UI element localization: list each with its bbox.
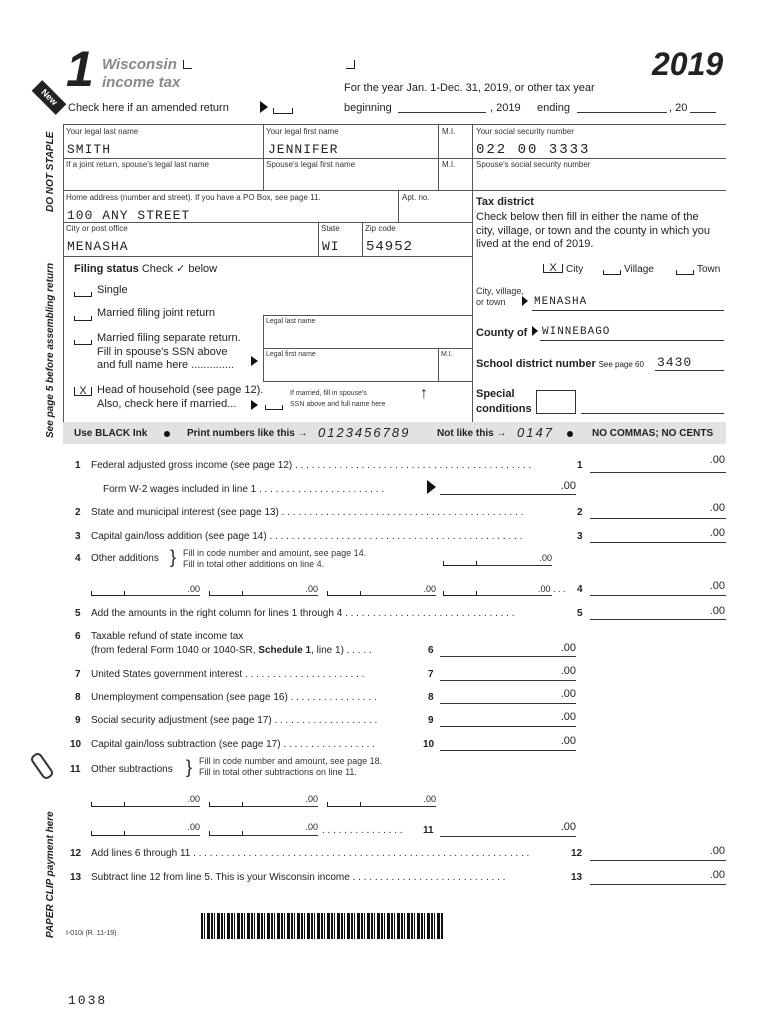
line9-field[interactable] <box>440 726 576 727</box>
period-end-input[interactable] <box>577 112 667 113</box>
line4-amount-input-a[interactable] <box>477 565 552 566</box>
line9-ref: 9 <box>428 715 434 726</box>
spouse-last-label: If a joint return, spouse's legal last name <box>66 160 209 169</box>
spouse-legal-first-field[interactable] <box>266 363 436 379</box>
county-arrow-icon <box>532 326 538 336</box>
line4-code-input-a[interactable] <box>443 561 477 566</box>
not-like-label: Not like this → <box>437 428 507 439</box>
period-begin-input[interactable] <box>398 112 486 113</box>
line13-ref: 13 <box>571 872 583 883</box>
bullet-icon-2 <box>567 431 573 437</box>
do-not-staple: DO NOT STAPLE <box>45 131 56 212</box>
county-label: County of <box>476 327 528 339</box>
state-field[interactable]: WI <box>322 239 340 254</box>
line10-amount: .00 <box>560 735 576 747</box>
line11-fill-2: Fill in total other subtractions on line 11. <box>199 767 357 777</box>
line10-label: Capital gain/loss subtraction (see page 17) . . . . . . . . . . . . . . . . . <box>91 739 376 750</box>
period-year-mid: , 2019 <box>490 102 521 114</box>
line12-field[interactable] <box>590 860 726 861</box>
line5-field[interactable] <box>590 619 726 620</box>
last-name-field[interactable]: SMITH <box>67 142 112 157</box>
line11-amt-input-a[interactable] <box>125 806 200 807</box>
line4-c2: .00 <box>305 584 318 594</box>
w2-label: Form W-2 wages included in line 1 . . . . . . . . . . . . . . . . . . . . . . . <box>103 484 385 495</box>
form-title-line1: Wisconsin <box>102 56 177 73</box>
tax-district-text-2: city, village, or town and the county in which you <box>476 225 710 237</box>
line6-label-2c: , line 1) . . . . . <box>311 645 372 656</box>
no-commas-label: NO COMMAS; NO CENTS <box>592 428 714 439</box>
line12-ref: 12 <box>571 848 583 859</box>
line11-fill-1: Fill in code number and amount, see page 18. <box>199 756 383 766</box>
period-end-year-input[interactable] <box>690 112 716 113</box>
line7-number: 7 <box>75 669 81 680</box>
line4-inline-amount: .00 <box>539 553 552 563</box>
line11-dots: . . . . . . . . . . . . . . . <box>322 825 403 836</box>
line12-number: 12 <box>70 848 82 859</box>
spouse-mi-label: M.I. <box>442 160 456 169</box>
line8-number: 8 <box>75 692 81 703</box>
tax-year: 2019 <box>652 46 724 82</box>
town-option-label: Town <box>697 264 721 275</box>
line2-amount: .00 <box>709 502 725 514</box>
line11-number: 11 <box>70 764 81 775</box>
line11-amt-input-b[interactable] <box>243 806 318 807</box>
line4-ref: 4 <box>577 584 583 595</box>
line7-amount: .00 <box>560 665 576 677</box>
married-note-1: If married, fill in spouse's <box>290 390 367 397</box>
line11-code-d[interactable] <box>91 831 125 836</box>
corner-mark-left <box>183 60 192 69</box>
w2-amount: .00 <box>560 480 576 492</box>
line10-ref: 10 <box>423 739 435 750</box>
legal-first-label: Legal first name <box>266 351 316 358</box>
tax-district-text-3: lived at the end of 2019. <box>476 238 594 250</box>
line1-field[interactable] <box>590 472 726 473</box>
line13-field[interactable] <box>590 884 726 885</box>
line6-label-2a: (from federal Form 1040 or 1040-SR, <box>91 645 256 656</box>
line10-field[interactable] <box>440 750 576 751</box>
legal-last-label: Legal last name <box>266 318 316 325</box>
black-ink-label: Use BLACK Ink <box>74 428 148 439</box>
paper-clip-note: PAPER CLIP payment here <box>45 811 56 938</box>
line11-amt-input-c[interactable] <box>361 806 436 807</box>
line4-code-input-d[interactable] <box>327 591 361 596</box>
cvt-field[interactable]: MENASHA <box>534 296 588 308</box>
school-district-see: See page 60 <box>598 360 644 369</box>
line4-amount-input-d[interactable] <box>361 595 436 596</box>
line11-a3: .00 <box>423 794 436 804</box>
line10-number: 10 <box>70 739 82 750</box>
spouse-ssn-label: Spouse's social security number <box>476 160 591 169</box>
new-tag-text: New <box>39 87 60 108</box>
w2-arrow-icon <box>427 480 436 494</box>
line4-field[interactable] <box>590 595 726 596</box>
city-option-label: City <box>566 264 584 275</box>
line3-field[interactable] <box>590 542 726 543</box>
line4-c1: .00 <box>187 584 200 594</box>
filing-status-title <box>74 262 217 275</box>
last-name-label: Your legal last name <box>66 127 139 136</box>
line3-ref: 3 <box>577 531 583 542</box>
period-year-end: , 20 <box>669 102 688 114</box>
line4-amount-input-e[interactable] <box>477 595 552 596</box>
line11-a1: .00 <box>187 794 200 804</box>
line6-label-2 <box>91 645 372 656</box>
line4-number: 4 <box>75 553 81 564</box>
first-name-label: Your legal first name <box>266 127 339 136</box>
line13-amount: .00 <box>709 869 725 881</box>
line11-label: Other subtractions <box>91 764 173 775</box>
grid-top <box>63 124 726 125</box>
sample-good-digits: 0123456789 <box>318 425 411 440</box>
zip-label: Zip code <box>365 224 396 233</box>
print-like-label: Print numbers like this → <box>187 428 308 439</box>
filing-status-check: Check ✓ below <box>141 263 218 275</box>
amended-checkbox[interactable] <box>273 108 293 114</box>
line11-b2: .00 <box>305 822 318 832</box>
joint-label: Married filing joint return <box>97 307 215 319</box>
line6-ref: 6 <box>428 645 434 656</box>
paper-clip-icon <box>29 751 55 781</box>
line5-amount: .00 <box>709 605 725 617</box>
home-address-field[interactable]: 100 ANY STREET <box>67 208 191 223</box>
new-tag <box>32 80 67 115</box>
separate-arrow-icon <box>251 356 258 366</box>
line11-b1: .00 <box>187 822 200 832</box>
line6-label-1: Taxable refund of state income tax <box>91 631 244 642</box>
county-field[interactable]: WINNEBAGO <box>542 326 611 338</box>
line1-ref: 1 <box>577 460 583 471</box>
zip-field[interactable]: 54952 <box>366 239 414 255</box>
amended-arrow-icon <box>260 101 268 113</box>
cvt-arrow-icon <box>522 296 528 306</box>
line6-label-2b: Schedule 1 <box>258 645 312 656</box>
line11-amount: .00 <box>560 821 576 833</box>
line11-amt-input-e[interactable] <box>243 835 318 836</box>
line4-fill-1: Fill in code number and amount, see page 14. <box>183 548 367 558</box>
special-conditions-label-2: conditions <box>476 403 532 415</box>
line11-code-e[interactable] <box>209 831 243 836</box>
line2-label: State and municipal interest (see page 13) . . . . . . . . . . . . . . . . . . . . . . . . . . . . . . . . . . . . . . . . . . . . <box>91 507 524 518</box>
school-district-label <box>476 358 644 370</box>
line11-a2: .00 <box>305 794 318 804</box>
cvt-label-1: City, village, <box>476 286 524 296</box>
period-ending-label: ending <box>537 102 571 114</box>
line4-amount: .00 <box>709 580 725 592</box>
line6-field[interactable] <box>440 656 576 657</box>
special-conditions-label-1: Special <box>476 388 515 400</box>
school-district-field[interactable]: 3430 <box>657 355 693 370</box>
line1-amount: .00 <box>709 454 725 466</box>
line4-label: Other additions <box>91 553 159 564</box>
line11-amt-input-d[interactable] <box>125 835 200 836</box>
line2-field[interactable] <box>590 518 726 519</box>
line12-amount: .00 <box>709 845 725 857</box>
line4-c3: .00 <box>423 584 436 594</box>
city-label: City or post office <box>66 224 128 233</box>
filing-status-heading: Filing status <box>74 263 139 275</box>
form-title-line2: income tax <box>102 74 181 91</box>
line4-fill-2: Fill in total other additions on line 4. <box>183 559 325 569</box>
village-option-label: Village <box>624 264 654 275</box>
city-field[interactable]: MENASHA <box>67 239 129 254</box>
mi-label: M.I. <box>442 127 456 136</box>
city-mark: X <box>549 262 557 274</box>
line3-amount: .00 <box>709 527 725 539</box>
line4-amount-input-c[interactable] <box>243 595 318 596</box>
special-conditions-field[interactable] <box>581 413 724 414</box>
line1-number: 1 <box>75 460 81 471</box>
hoh-checkbox[interactable] <box>74 387 92 396</box>
tax-year-line: For the year Jan. 1-Dec. 31, 2019, or other tax year <box>344 82 595 94</box>
line6-amount: .00 <box>560 642 576 654</box>
apt-label: Apt. no. <box>402 193 430 202</box>
state-label: State <box>321 224 340 233</box>
line3-label: Capital gain/loss addition (see page 14) . . . . . . . . . . . . . . . . . . . . . . . . . . . . . . . . . . . . . . . . . . . . . . <box>91 531 523 542</box>
hoh-label-1: Head of household (see page 12). <box>97 384 264 396</box>
line5-ref: 5 <box>577 608 583 619</box>
separate-label-2: Fill in spouse's SSN above <box>97 346 228 358</box>
line7-field[interactable] <box>440 680 576 681</box>
line5-number: 5 <box>75 608 81 619</box>
line11-field[interactable] <box>440 836 576 837</box>
line2-number: 2 <box>75 507 81 518</box>
line8-ref: 8 <box>428 692 434 703</box>
separate-checkbox[interactable] <box>74 340 92 345</box>
line5-label: Add the amounts in the right column for lines 1 through 4 . . . . . . . . . . . . . . . . . . . . . . . . . . . . . . . <box>91 608 515 619</box>
line8-field[interactable] <box>440 703 576 704</box>
hoh-married-checkbox[interactable] <box>265 405 283 410</box>
w2-field[interactable] <box>440 494 576 495</box>
line6-number: 6 <box>75 631 81 642</box>
ssn-field[interactable]: 022 00 3333 <box>476 142 591 158</box>
spouse-first-label: Spouse's legal first name <box>266 160 356 169</box>
line4-code-input-c[interactable] <box>209 591 243 596</box>
line8-label: Unemployment compensation (see page 16) . . . . . . . . . . . . . . . . <box>91 692 377 703</box>
line11-code-b[interactable] <box>209 802 243 807</box>
separate-label-1: Married filing separate return. <box>97 332 241 344</box>
line11-code-a[interactable] <box>91 802 125 807</box>
line9-amount: .00 <box>560 711 576 723</box>
spouse-first-field[interactable] <box>266 172 436 188</box>
line11-ref: 11 <box>423 825 434 836</box>
first-name-field[interactable]: JENNIFER <box>268 142 339 157</box>
single-checkbox[interactable] <box>74 292 92 297</box>
special-conditions-box[interactable] <box>536 390 576 414</box>
cvt-label-2: or town <box>476 297 506 307</box>
line12-label: Add lines 6 through 11 . . . . . . . . . . . . . . . . . . . . . . . . . . . . . . . . . . . . . . . . . . . . . . . . . . . . . . . . . . . . . <box>91 848 530 859</box>
married-note-2: SSN above and full name here <box>290 401 386 408</box>
hoh-label-2: Also, check here if married... <box>97 398 237 410</box>
line4-code-input-b[interactable] <box>91 591 125 596</box>
ssn-label: Your social security number <box>476 127 574 136</box>
mi-field[interactable] <box>441 141 469 157</box>
spouse-legal-last-field[interactable] <box>266 330 469 346</box>
sample-bad-digits: 0147 <box>517 425 554 440</box>
line1-label: Federal adjusted gross income (see page 12) . . . . . . . . . . . . . . . . . . . . . . . . . . . . . . . . . . . . . . . . . . . <box>91 460 532 471</box>
hoh-mark: X <box>79 385 87 397</box>
town-checkbox[interactable] <box>676 270 694 275</box>
apt-field[interactable] <box>401 206 469 221</box>
line9-label: Social security adjustment (see page 17) . . . . . . . . . . . . . . . . . . . <box>91 715 378 726</box>
line4-brace: } <box>170 547 177 567</box>
line8-amount: .00 <box>560 688 576 700</box>
form-number: 1 <box>66 41 94 97</box>
separate-label-3: and full name here .............. <box>97 359 234 371</box>
barcode-icon <box>201 913 444 939</box>
line13-number: 13 <box>70 872 82 883</box>
joint-checkbox[interactable] <box>74 316 92 321</box>
line13-label: Subtract line 12 from line 5. This is your Wisconsin income . . . . . . . . . . . . . . . . . . . . . . . . . . . . <box>91 872 506 883</box>
home-address-label: Home address (number and street). If you have a PO Box, see page 11. <box>66 193 321 202</box>
period-beginning-label: beginning <box>344 102 392 114</box>
spouse-ssn-field[interactable] <box>476 172 724 188</box>
line4-code-input-e[interactable] <box>443 591 477 596</box>
line2-ref: 2 <box>577 507 583 518</box>
line11-brace: } <box>186 757 193 777</box>
spouse-last-field[interactable] <box>66 172 260 188</box>
form-id: I-010i (R. 11-19) <box>66 930 117 937</box>
hoh-arrow-icon <box>251 400 258 410</box>
line4-amount-input-b[interactable] <box>125 595 200 596</box>
page-number: 1038 <box>68 993 108 1008</box>
corner-mark-right <box>346 60 355 69</box>
line7-label: United States government interest . . . . . . . . . . . . . . . . . . . . . . <box>91 669 365 680</box>
line4-c4: .00 . . . <box>538 584 566 594</box>
village-checkbox[interactable] <box>603 270 621 275</box>
line7-ref: 7 <box>428 669 434 680</box>
tax-district-title: Tax district <box>476 196 534 208</box>
up-arrow-icon: ↑ <box>420 385 428 402</box>
tax-district-text-1: Check below then fill in either the name of the <box>476 211 699 223</box>
single-label: Single <box>97 284 128 296</box>
legal-mi-label: M.I. <box>441 351 453 358</box>
bullet-icon <box>164 431 170 437</box>
line11-code-c[interactable] <box>327 802 361 807</box>
amended-label: Check here if an amended return <box>68 102 229 114</box>
city-checkbox[interactable] <box>543 264 563 273</box>
line9-number: 9 <box>75 715 81 726</box>
line3-number: 3 <box>75 531 81 542</box>
school-district-heading: School district number <box>476 358 596 370</box>
see-page5-note: See page 5 before assembling return <box>45 262 56 438</box>
